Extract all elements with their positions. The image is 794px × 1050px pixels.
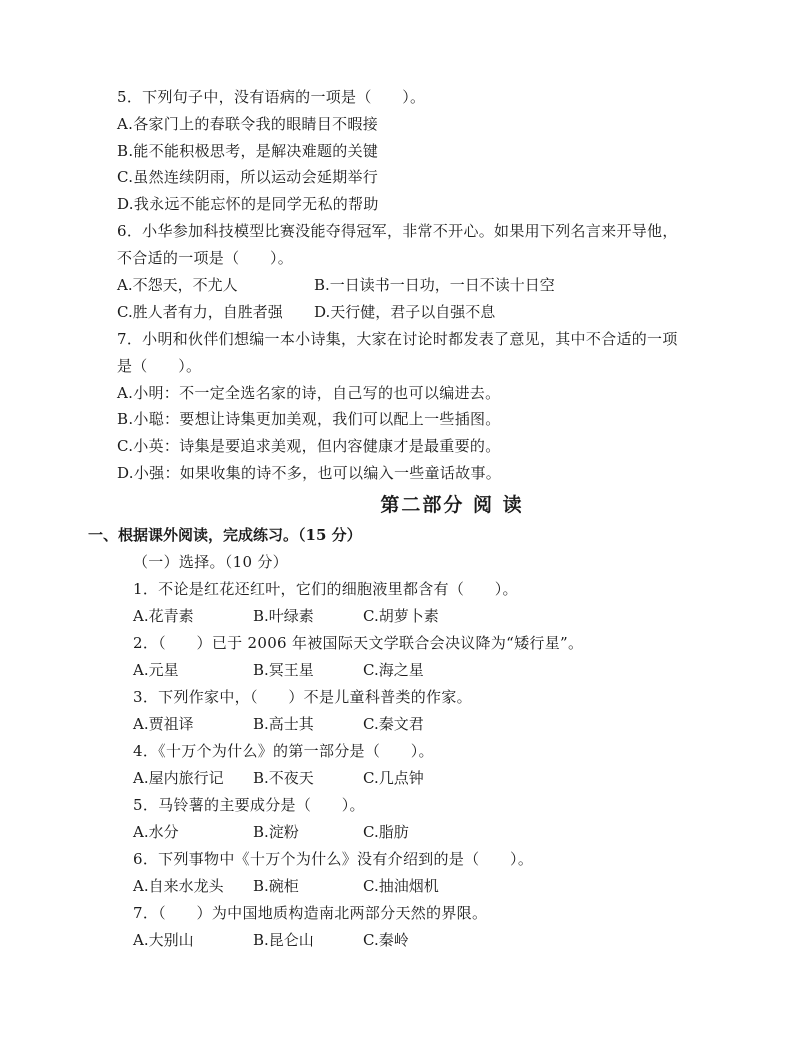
reading-question-5-option-b: B.淀粉 — [253, 823, 299, 841]
question-6-option-b: B.一日读书一日功，一日不读十日空 — [314, 276, 555, 294]
question-6-option-d: D.天行健，君子以自强不息 — [314, 303, 496, 321]
question-7-stem-line2: 是（ ）。 — [117, 357, 202, 375]
reading-question-7-option-a: A.大别山 — [133, 931, 194, 949]
question-5-option-a: A.各家门上的春联令我的眼睛目不暇接 — [117, 115, 379, 133]
reading-question-5-option-c: C.脂肪 — [363, 823, 409, 841]
question-5-option-c: C.虽然连续阴雨，所以运动会延期举行 — [117, 168, 379, 186]
reading-question-7-stem: 7．（ ）为中国地质构造南北两部分天然的界限。 — [133, 904, 488, 922]
subsection-choice-heading: （一）选择。（10 分） — [133, 553, 288, 571]
section-one-heading: 一、根据课外阅读，完成练习。（15 分） — [88, 526, 362, 544]
question-7-option-c: C.小英：诗集是要追求美观，但内容健康才是最重要的。 — [117, 437, 501, 455]
reading-question-3-option-c: C.秦文君 — [363, 715, 424, 733]
reading-question-6-stem: 6．下列事物中《十万个为什么》没有介绍到的是（ ）。 — [133, 850, 534, 868]
reading-question-6-option-c: C.抽油烟机 — [363, 877, 439, 895]
reading-question-3-stem: 3．下列作家中，（ ）不是儿童科普类的作家。 — [133, 688, 472, 706]
reading-question-5-option-a: A.水分 — [133, 823, 179, 841]
question-7-option-a: A.小明：不一定全选名家的诗，自己写的也可以编进去。 — [117, 384, 501, 402]
reading-question-1-stem: 1．不论是红花还红叶，它们的细胞液里都含有（ ）。 — [133, 580, 518, 598]
reading-question-2-option-b: B.冥王星 — [253, 661, 314, 679]
reading-question-1-option-c: C.胡萝卜素 — [363, 607, 439, 625]
reading-question-1-option-b: B.叶绿素 — [253, 607, 314, 625]
question-7-option-b: B.小聪：要想让诗集更加美观，我们可以配上一些插图。 — [117, 410, 501, 428]
reading-question-3-option-b: B.高士其 — [253, 715, 314, 733]
reading-question-4-option-b: B.不夜天 — [253, 769, 314, 787]
question-5-stem: 5．下列句子中，没有语病的一项是（ ）。 — [117, 88, 426, 106]
question-6-option-c: C.胜人者有力，自胜者强 — [117, 303, 283, 321]
reading-question-2-stem: 2．（ ）已于 2006 年被国际天文学联合会决议降为“矮行星”。 — [133, 634, 584, 652]
question-7-stem-line1: 7．小明和伙伴们想编一本小诗集，大家在讨论时都发表了意见，其中不合适的一项 — [117, 330, 678, 348]
question-7-option-d: D.小强：如果收集的诗不多，也可以编入一些童话故事。 — [117, 464, 502, 482]
question-6-stem-line2: 不合适的一项是（ ）。 — [117, 249, 294, 267]
reading-question-4-option-c: C.几点钟 — [363, 769, 424, 787]
reading-question-7-option-b: B.昆仑山 — [253, 931, 314, 949]
reading-question-4-option-a: A.屋内旅行记 — [133, 769, 224, 787]
question-5-option-b: B.能不能积极思考，是解决难题的关键 — [117, 142, 379, 160]
part-two-title: 第二部分 阅 读 — [380, 494, 524, 516]
reading-question-5-stem: 5．马铃薯的主要成分是（ ）。 — [133, 796, 365, 814]
reading-question-4-stem: 4．《十万个为什么》的第一部分是（ ）。 — [133, 742, 434, 760]
reading-question-2-option-a: A.元星 — [133, 661, 179, 679]
reading-question-6-option-b: B.碗柜 — [253, 877, 299, 895]
reading-question-2-option-c: C.海之星 — [363, 661, 424, 679]
reading-question-1-option-a: A.花青素 — [133, 607, 194, 625]
reading-question-3-option-a: A.贾祖译 — [133, 715, 194, 733]
reading-question-7-option-c: C.秦岭 — [363, 931, 409, 949]
reading-question-6-option-a: A.自来水龙头 — [133, 877, 224, 895]
question-6-stem-line1: 6．小华参加科技模型比赛没能夺得冠军，非常不开心。如果用下列名言来开导他， — [117, 222, 678, 240]
question-6-option-a: A.不怨天，不尤人 — [117, 276, 238, 294]
question-5-option-d: D.我永远不能忘怀的是同学无私的帮助 — [117, 195, 379, 213]
